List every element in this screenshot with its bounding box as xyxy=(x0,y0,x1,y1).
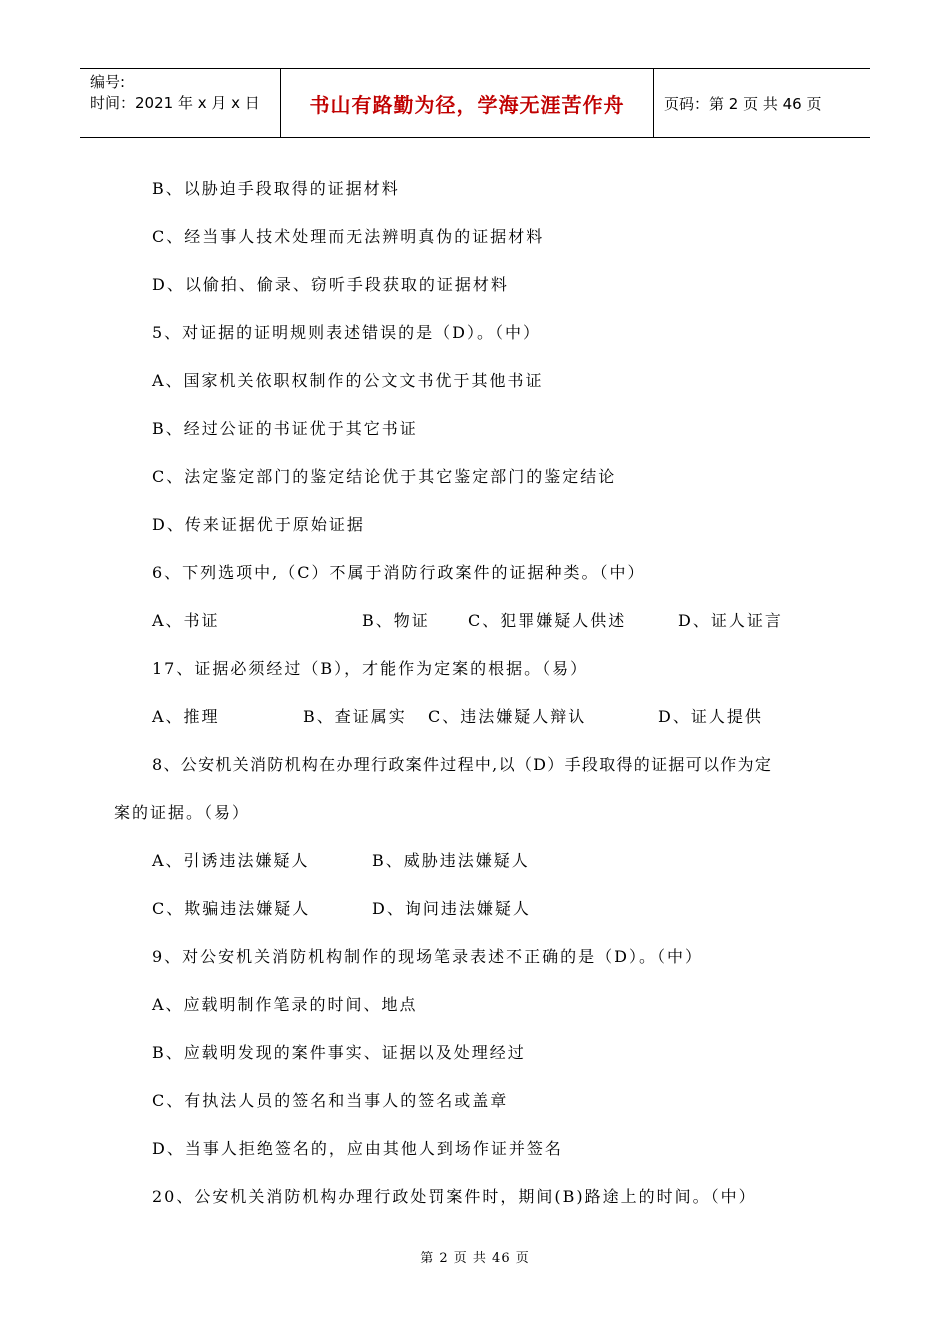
text-line: B、经过公证的书证优于其它书证 xyxy=(152,419,418,438)
q6-option-c: C、犯罪嫌疑人供述 xyxy=(468,611,627,630)
question-8: 8、公安机关消防机构在办理行政案件过程中,以（D）手段取得的证据可以作为定 xyxy=(152,755,773,774)
q17-option-b: B、查证属实 xyxy=(303,707,407,726)
q8-option-d: D、询问违法嫌疑人 xyxy=(372,899,531,918)
question-6: 6、下列选项中,（C）不属于消防行政案件的证据种类。（中） xyxy=(152,563,646,582)
text-line: D、当事人拒绝签名的，应由其他人到场作证并签名 xyxy=(152,1139,563,1158)
question-17: 17、证据必须经过（B），才能作为定案的根据。（易） xyxy=(152,659,589,678)
header-page-number: 页码：第 2 页 共 46 页 xyxy=(664,94,822,113)
text-line: D、传来证据优于原始证据 xyxy=(152,515,365,534)
q8-option-a: A、引诱违法嫌疑人 xyxy=(152,851,310,870)
page-footer: 第 2 页 共 46 页 xyxy=(420,1251,530,1266)
q17-option-a: A、推理 xyxy=(152,707,220,726)
question-5: 5、对证据的证明规则表述错误的是（D）。（中） xyxy=(152,323,542,342)
q17-option-c: C、违法嫌疑人辩认 xyxy=(428,707,587,726)
text-line: C、经当事人技术处理而无法辨明真伪的证据材料 xyxy=(152,227,545,246)
header-meta xyxy=(80,69,280,137)
q8-option-b: B、威胁违法嫌疑人 xyxy=(372,851,530,870)
text-line: D、以偷拍、偷录、窃听手段获取的证据材料 xyxy=(152,275,509,294)
text-line: C、有执法人员的签名和当事人的签名或盖章 xyxy=(152,1091,509,1110)
q6-option-a: A、书证 xyxy=(152,611,220,630)
q8-option-c: C、欺骗违法嫌疑人 xyxy=(152,899,311,918)
question-9: 9、对公安机关消防机构制作的现场笔录表述不正确的是（D）。（中） xyxy=(152,947,704,966)
question-20: 20、公安机关消防机构办理行政处罚案件时，期间(B)路途上的时间。（中） xyxy=(152,1187,757,1206)
page-header xyxy=(80,68,870,138)
q6-option-d: D、证人证言 xyxy=(678,611,783,630)
text-line: B、应载明发现的案件事实、证据以及处理经过 xyxy=(152,1043,526,1062)
q17-option-d: D、证人提供 xyxy=(658,707,763,726)
text-line: B、以胁迫手段取得的证据材料 xyxy=(152,179,400,198)
text-line: A、应载明制作笔录的时间、地点 xyxy=(152,995,418,1014)
doc-code-label: 编号: xyxy=(90,73,126,91)
q6-option-b: B、物证 xyxy=(362,611,430,630)
text-line: C、法定鉴定部门的鉴定结论优于其它鉴定部门的鉴定结论 xyxy=(152,467,617,486)
doc-date-label: 时间：2021 年 x 月 x 日 xyxy=(90,94,260,112)
header-slogan: 书山有路勤为径，学海无涯苦作舟 xyxy=(280,69,654,137)
text-line: A、国家机关依职权制作的公文文书优于其他书证 xyxy=(152,371,544,390)
question-8-cont: 案的证据。（易） xyxy=(114,803,251,822)
